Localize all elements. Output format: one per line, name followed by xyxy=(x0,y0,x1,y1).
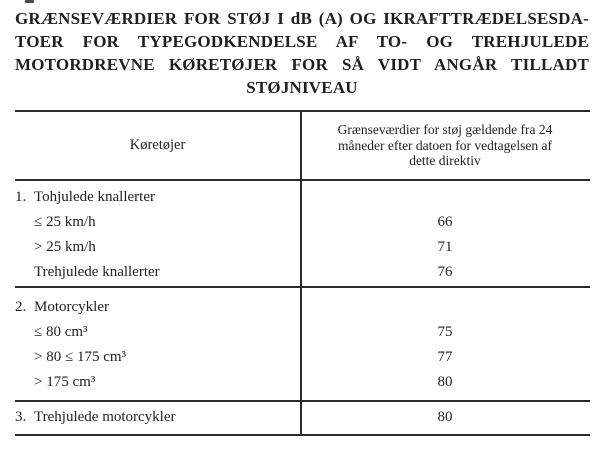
table-section-three-wheeled xyxy=(15,402,590,434)
table-row xyxy=(15,345,590,370)
table-row xyxy=(15,295,590,320)
table-header-row xyxy=(15,112,590,181)
title-line: STØJNIVEAU xyxy=(246,78,358,97)
row-value: 77 xyxy=(437,348,453,365)
row-value: 76 xyxy=(437,264,453,280)
row-value: 71 xyxy=(437,239,453,255)
table-row xyxy=(15,260,590,285)
row-label: > 25 km/h xyxy=(34,239,96,255)
scan-artifact xyxy=(25,0,34,3)
row-number: 1. xyxy=(15,189,27,205)
table-row xyxy=(15,402,590,432)
row-label: > 175 cm³ xyxy=(34,373,96,390)
row-number: 2. xyxy=(15,298,27,315)
row-value: 80 xyxy=(437,408,453,425)
row-value: 66 xyxy=(437,214,453,230)
row-label: ≤ 25 km/h xyxy=(34,214,96,230)
row-value: 75 xyxy=(437,323,453,340)
row-label: Motorcykler xyxy=(34,298,109,315)
row-number: 3. xyxy=(15,408,27,425)
row-label: Trehjulede knallerter xyxy=(34,264,160,280)
title-line: TOER FOR TYPEGODKENDELSE AF TO- OG TREHJULEDE xyxy=(15,32,589,51)
row-label: > 80 ≤ 175 cm³ xyxy=(34,348,127,365)
row-label: Trehjulede motorcykler xyxy=(34,408,176,425)
row-label: ≤ 80 cm³ xyxy=(34,323,88,340)
header-vehicles: Køretøjer xyxy=(129,137,186,153)
table-row xyxy=(15,210,590,235)
title-line: MOTORDREVNE KØRETØJER FOR SÅ VIDT ANGÅR TILLADT xyxy=(15,55,589,74)
header-limits-line: Grænseværdier for støj gældende fra 24 xyxy=(337,122,553,138)
row-label: Tohjulede knallerter xyxy=(34,189,155,205)
table-row xyxy=(15,370,590,395)
noise-limits-table xyxy=(15,110,590,436)
title-line: GRÆNSEVÆRDIER FOR STØJ I dB (A) OG IKRAFTTRÆDELSESDA- xyxy=(15,9,589,28)
table-row xyxy=(15,320,590,345)
table-row xyxy=(15,185,590,210)
document-title xyxy=(15,7,589,99)
header-limits-line: måneder efter datoen for vedtagelsen af xyxy=(337,137,552,153)
column-divider xyxy=(300,112,302,434)
table-row xyxy=(15,235,590,260)
row-value: 80 xyxy=(437,373,453,390)
header-limits xyxy=(300,122,590,169)
header-limits-line: dette direktiv xyxy=(409,153,481,169)
table-section-motorcycles xyxy=(15,288,590,402)
table-section-mopeds xyxy=(15,181,590,288)
